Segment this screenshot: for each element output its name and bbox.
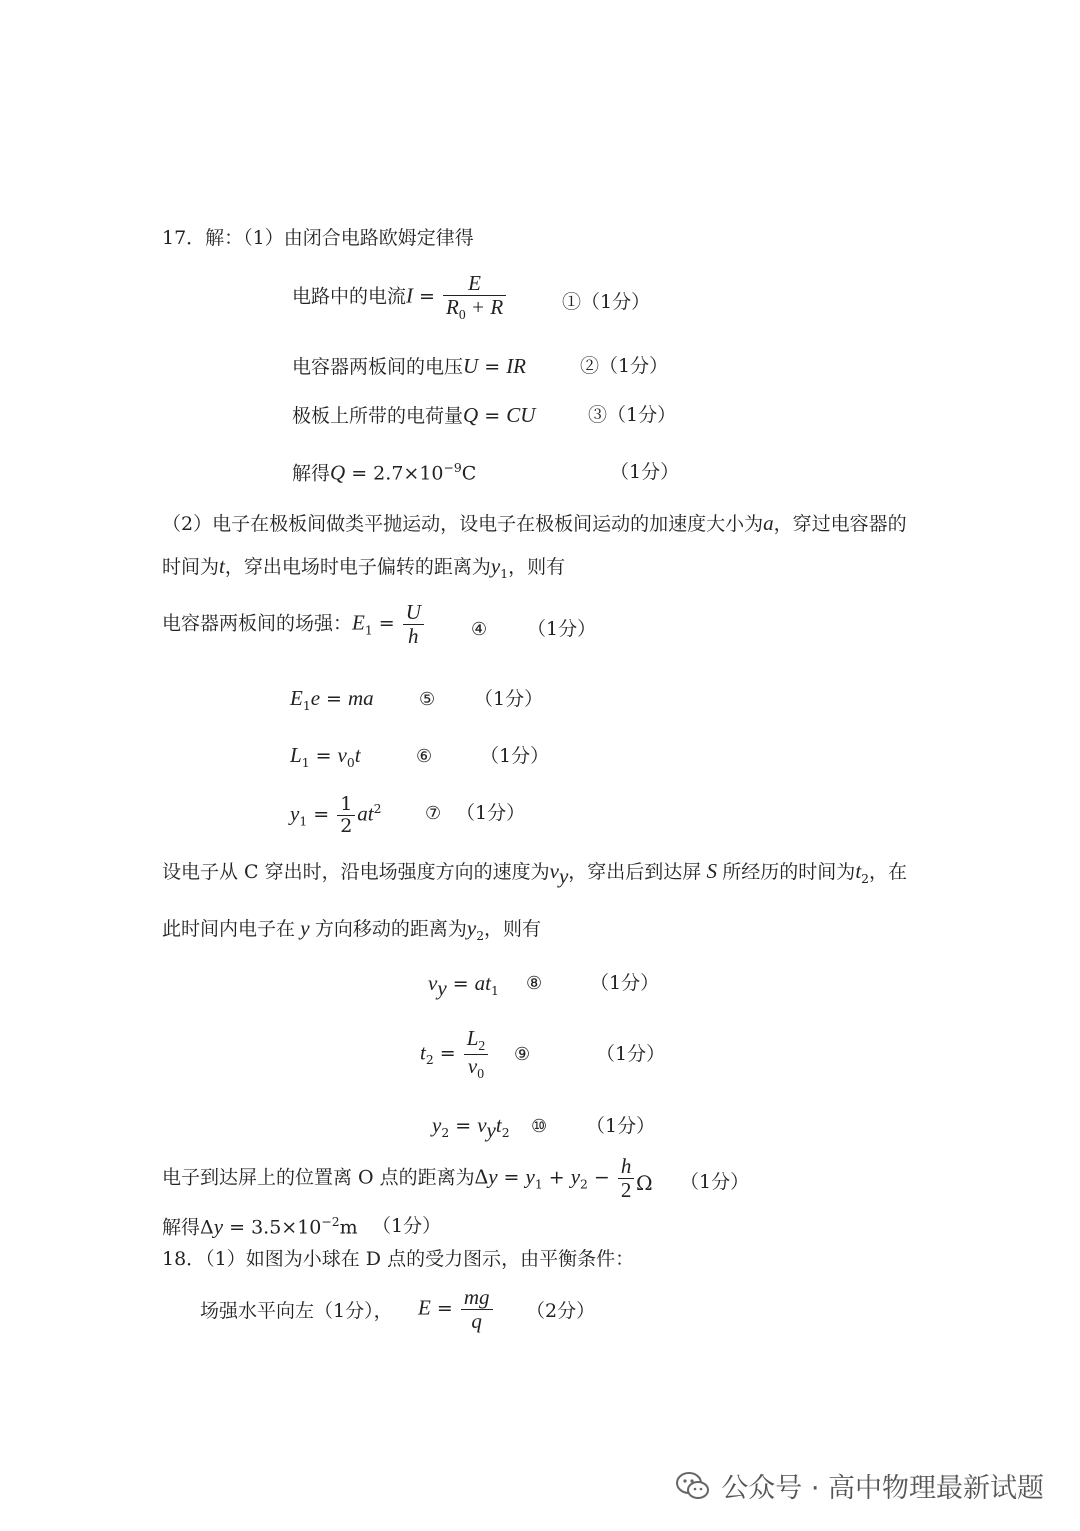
q18-field-score: （2分） <box>526 1300 596 1322</box>
para3-line1-b: ，穿出后到达屏 <box>568 861 702 883</box>
fraction-half: $\frac{1}{2}$ <box>337 794 355 837</box>
q18-field-eq: E = $\frac{mg}{q}$ <box>418 1286 495 1333</box>
eq10-circ: ⑩ <box>531 1116 548 1137</box>
part2-line1: （2）电子在极板间做类平抛运动，设电子在极板间运动的加速度大小为a，穿过电容器的 <box>162 511 907 535</box>
para3-line2-a: 此时间内电子在 <box>162 918 296 940</box>
eq-distance-score: （1分） <box>680 1171 750 1193</box>
part2-line2: 时间为t，穿出电场时电子偏转的距离为$y_1$，则有 <box>162 554 566 581</box>
eq-force: $E_1e$ = ma <box>290 686 374 713</box>
eq7-circ: ⑦ <box>425 803 442 824</box>
part2-line2-c: ，则有 <box>508 556 566 578</box>
eq-distance: 电子到达屏上的位置离 O 点的距离为$\Delta y = y_1 + y_2$ − $\frac{h}{2}$ <box>162 1155 636 1202</box>
eq9-circ: ⑨ <box>514 1044 531 1065</box>
fraction-half-h: $\frac{h}{2}$ <box>618 1155 635 1202</box>
eq-charge: 极板上所带的电荷量Q = CU <box>292 403 536 427</box>
eq-field-label: 电容器两板间的场强： <box>162 612 353 635</box>
para3-line1-a: 设电子从 C 穿出时，沿电场强度方向的速度为 <box>162 861 550 883</box>
eq-field-circ: ④ <box>471 619 488 640</box>
eq10-score: （1分） <box>586 1115 656 1137</box>
para3-line2: 此时间内电子在 y 方向移动的距离为$y_2$，则有 <box>162 916 542 943</box>
part2-line1-text: （2）电子在极板间做类平抛运动，设电子在极板间运动的加速度大小为 <box>162 513 764 535</box>
eq-field: 电容器两板间的场强：$E_1$ = $\frac{U}{h}$ <box>162 601 426 648</box>
eq5-score: （1分） <box>474 688 544 710</box>
result-distance-score: （1分） <box>372 1215 442 1237</box>
fraction-current: $\frac{E}{R_0 + R}$ <box>443 272 506 323</box>
fraction-mg-q: $\frac{mg}{q}$ <box>461 1286 493 1333</box>
q17-heading: 17．解：（1）由闭合电路欧姆定律得 <box>162 227 474 249</box>
result-charge: 解得$Q = 2.7\times 10^{-9}C$ <box>292 460 477 485</box>
eq-voltage: 电容器两板间的电压U = IR <box>292 354 527 378</box>
eq7-score: （1分） <box>456 802 526 824</box>
eq9-score: （1分） <box>596 1043 666 1065</box>
part2-line2-b: ，穿出电场时电子偏转的距离为 <box>224 556 491 578</box>
part2-line2-a: 时间为 <box>162 556 220 578</box>
result-distance-label: 解得 <box>162 1216 201 1239</box>
eq-current: 电路中的电流I = $\frac{E}{R_0 + R}$ <box>292 272 508 323</box>
eq5-circ: ⑤ <box>419 689 436 710</box>
fraction-field: $\frac{U}{h}$ <box>403 601 424 648</box>
q18-field-dir: 场强水平向左（1分）， <box>200 1300 393 1322</box>
eq6-circ: ⑥ <box>416 746 433 767</box>
watermark <box>675 1466 1044 1505</box>
eq-charge-label: 极板上所带的电荷量 <box>292 405 464 427</box>
eq-current-mark: ①（1分） <box>562 291 651 313</box>
result-charge-score: （1分） <box>610 461 680 483</box>
para3-line2-b: 方向移动的距离为 <box>314 918 467 940</box>
result-distance: 解得$\Delta y = 3.5\times 10^{-2}m$ <box>162 1214 358 1239</box>
eq-voltage-label: 电容器两板间的电压 <box>292 356 464 378</box>
eq-distance-label: 电子到达屏上的位置离 O 点的距离为 <box>162 1166 475 1189</box>
part2-line1-tail: ，穿过电容器的 <box>773 513 907 535</box>
eq-voltage-mark: ②（1分） <box>580 355 669 377</box>
eq8-circ: ⑧ <box>526 973 543 994</box>
eq-field-score: （1分） <box>527 618 597 640</box>
eq-current-label: 电路中的电流 <box>292 285 407 308</box>
eq-t2: $t_2$ = $\frac{L_2}{v_0}$ <box>420 1027 490 1082</box>
wechat-icon <box>675 1470 711 1502</box>
eq6-score: （1分） <box>480 745 550 767</box>
result-charge-label: 解得 <box>292 462 331 485</box>
fraction-t2: $\frac{L_2}{v_0}$ <box>464 1027 489 1082</box>
watermark-text: 公众号 · 高中物理最新试题 <box>721 1473 1044 1504</box>
eq-distance-circ: Ω <box>636 1171 653 1195</box>
eq-vy: $v_y = at_1$ <box>428 971 499 1000</box>
para3-line1-d: ，在 <box>869 861 908 883</box>
eq8-score: （1分） <box>590 972 660 994</box>
eq-deflection: $y_1$ = $\frac{1}{2}$ $at^2$ <box>290 793 382 837</box>
q18-heading: 18．（1）如图为小球在 D 点的受力图示，由平衡条件： <box>162 1248 635 1270</box>
para3-line1-c: 所经历的时间为 <box>722 861 856 883</box>
eq-charge-mark: ③（1分） <box>588 404 677 426</box>
para3-line1: 设电子从 C 穿出时，沿电场强度方向的速度为$v_y$，穿出后到达屏 S 所经历的时间为$t_2$，在 <box>162 859 908 888</box>
eq-length: $L_1 = v_0t$ <box>290 743 361 770</box>
para3-line2-c: ，则有 <box>484 918 542 940</box>
eq-y2: $y_2 = v_yt_2$ <box>432 1113 510 1142</box>
